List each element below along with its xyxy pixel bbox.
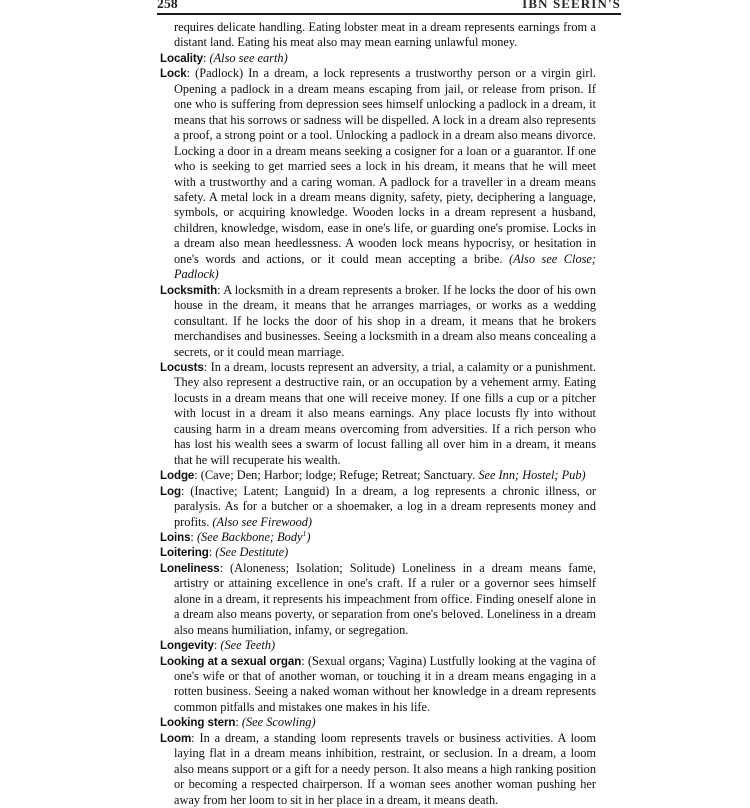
entry-headword: Lock: [160, 67, 187, 81]
entry-separator: :: [180, 483, 191, 498]
entry-headword: Log: [160, 484, 181, 498]
entry-cross-reference-tail: ): [581, 468, 586, 483]
entry-body: (Padlock) In a dream, a lock represents a trustworthy person or a virgin girl. Opening a padlock in a dream means escaping from jail, or release from prison. If one who is suffering from depression sees himself unlocking a padlock in a dream, it means that his sorrows or sadness will be dispelled. A lock in a dream also represents a proof, a strong point or a tool. Unlocking a padlock in a dream also means divorce. Locking a door in a dream means seeking a cosigner for a loan or a guarantor. If one who is seeking to get married sees a lock in his dream, it means that he will meet with a trustworthy and a caring woman. A padlock for a traveller in a dream means safety. A metal lock in a dream means dignity, safety, piety, deciphering a language, symbols, or acquiring knowledge. Wooden locks in a dream represent a husband, children, knowledge, wisdom, ease in one's life, or guarding one's promise. Locks in a dream also mean heedlessness. A wooden lock means hypocrisy, or hesitation in one's words and actions, or it could mean accepting a bribe.: [174, 66, 596, 266]
entry-separator: :: [301, 653, 308, 668]
entry-separator: :: [191, 730, 200, 745]
dictionary-entry: [160, 360, 596, 468]
entry-headword: Locality: [160, 51, 204, 65]
dictionary-entry: [160, 468, 596, 483]
entry-separator: :: [203, 50, 210, 65]
entry-separator: :: [203, 359, 211, 374]
entry-body: (Inactive; Latent; Languid) In a dream, a log represents a chronic illness, or paralysis. As for a butcher or a shoemaker, a log in a dream represents money and profits.: [174, 483, 596, 529]
book-running-title: IBN SEERIN'S: [522, 0, 621, 11]
dictionary-entry: [160, 66, 596, 282]
dictionary-entry: [160, 638, 596, 653]
paragraph-continuation: [160, 20, 596, 51]
entry-headword: Loins: [160, 530, 191, 544]
text-column: [160, 20, 596, 808]
entry-headword: Locksmith: [160, 283, 218, 297]
entry-body: (Cave; Den; Harbor; lodge; Refuge; Retreat; Sanctuary.: [200, 468, 479, 483]
entry-body: In a dream, a standing loom represents travels or business activities. A loom laying flat in a dream means inhibition, restraint, or seclusion. In a dream, a loom also means support or a gift for a needy person. It also means a high ranking position or becoming a respected chairperson. If a woman sees another woman pushing her away from her loom to sit in her place in a dream, it means death.: [174, 730, 597, 807]
entry-separator: :: [217, 282, 224, 297]
entry-headword: Loitering: [160, 546, 209, 560]
entry-separator: :: [190, 529, 197, 544]
entry-body: In a dream, locusts represent an adversity, a trial, a calamity or a punishment. They also represent a destructive rain, or an occupation by a vehement army. Eating locusts in a dream means that one will receive money. If one fills a cup or a pitcher with locust in a dream it also means earnings. Any place locusts fly into without causing harm in a dream means overcoming from adversities. If a rich person who has lost his wealth sees a swarm of locust falling all over him in a dream, it means that he will recuperate his wealth.: [174, 359, 596, 467]
dictionary-entry: [160, 545, 596, 560]
entry-body: A locksmith in a dream represents a broker. If he locks the door of his own house in the dream, it means that he arranges marriages, or works as a wedding consultant. If he locks the door of his shop in a dream, it means that he brokers merchandises and businesses. Seeing a locksmith in a dream also means concealing a secrets, or it could mean marriage.: [174, 282, 596, 359]
entry-cross-reference: (Also see Close; Padlock): [174, 251, 597, 282]
footnote-marker: 1: [302, 528, 307, 538]
dictionary-entry: [160, 731, 596, 808]
dictionary-entry: [160, 51, 596, 66]
running-head: [157, 0, 621, 13]
dictionary-entry: [160, 561, 596, 638]
entry-headword: Locusts: [160, 360, 204, 374]
entry-separator: :: [208, 545, 216, 560]
entry-headword: Loom: [160, 731, 192, 745]
entry-cross-reference: (Also see earth): [209, 50, 288, 65]
entry-cross-reference: (See Destitute): [215, 545, 289, 560]
entry-body: (Sexual organs; Vagina) Lustfully looking at the vagina of one's wife or that of another woman, or touching it in a dream means engaging in a rotten business. Seeing a naked woman without her knowledge in a dream represents common pitfalls and mistakes one makes in his life.: [174, 653, 597, 714]
dictionary-entry: [160, 283, 596, 360]
dictionary-entry: [160, 715, 596, 730]
entry-separator: :: [235, 715, 242, 730]
entry-cross-reference: (See Scowling): [241, 715, 316, 730]
entry-separator: :: [213, 638, 221, 653]
entry-headword: Looking at a sexual organ: [160, 654, 302, 668]
header-rule: [157, 13, 621, 15]
entry-cross-reference: (See Teeth): [220, 638, 276, 653]
entry-headword: Lodge: [160, 469, 195, 483]
entry-body: requires delicate handling. Eating lobster meat in a dream represents earnings from a distant land. Eating his meat also may mean earning unlawful money.: [174, 20, 596, 50]
entry-headword: Looking stern: [160, 716, 236, 730]
entry-cross-reference: (See Backbone; Body: [196, 529, 303, 544]
entry-headword: Loneliness: [160, 561, 220, 575]
entry-separator: :: [219, 560, 231, 575]
page-number: 258: [157, 0, 178, 11]
dictionary-entry: [160, 484, 596, 530]
entry-separator: :: [186, 66, 196, 81]
entry-cross-reference-tail: ): [306, 529, 311, 544]
entry-headword: Longevity: [160, 639, 214, 653]
entry-cross-reference: See Inn; Hostel; Pub: [478, 468, 582, 483]
entry-body: (Aloneness; Isolation; Solitude) Loneliness in a dream means fame, artistry or attaining excellence in one's craft. If a ruler or a governor sees himself alone in a dream, it represents his impeachment from office. Finding oneself alone in a dream also means poverty, or separation from one's beloved. Loneliness in a dream also means humiliation, infamy, or segregation.: [174, 560, 596, 637]
dictionary-entry: [160, 654, 596, 716]
dictionary-entry: [160, 530, 596, 545]
entry-separator: :: [194, 468, 201, 483]
entry-cross-reference: (Also see Firewood): [212, 514, 313, 529]
